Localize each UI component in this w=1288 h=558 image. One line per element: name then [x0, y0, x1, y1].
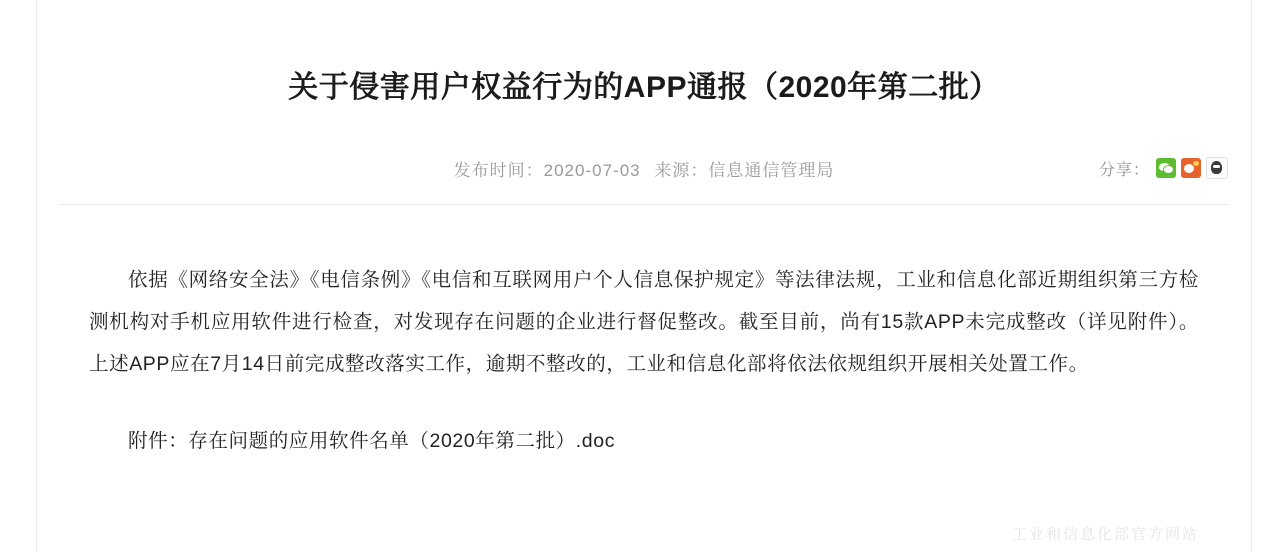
page-gutter-left [0, 0, 37, 558]
share-box [1099, 154, 1233, 182]
publish-time-label: 发布时间： [453, 160, 544, 180]
source-value: 信息通信管理局 [708, 160, 835, 180]
article-meta-text [454, 156, 835, 181]
page-bottom-edge [0, 552, 1288, 558]
page-gutter-right [1251, 0, 1288, 558]
page-title: 关于侵害用户权益行为的APP通报（2020年第二批） [288, 71, 1000, 104]
article-content [37, 0, 1251, 558]
watermark: 工业和信息化部官方网站 [1011, 526, 1199, 543]
attachment-link[interactable]: 附件：存在问题的应用软件名单（2020年第二批）.doc [128, 430, 616, 452]
share-label: 分享： [1098, 161, 1150, 179]
source-label: 来源： [654, 160, 709, 180]
weibo-icon[interactable] [1181, 158, 1201, 178]
wechat-icon[interactable] [1156, 158, 1176, 178]
meta-separator [641, 161, 655, 180]
article-body [37, 205, 1251, 459]
article-paragraph: 依据《网络安全法》《电信条例》《电信和互联网用户个人信息保护规定》等法律法规，工业和信息化部近期组织第三方检测机构对手机应用软件进行检查，对发现存在问题的企业进行督促整改。截至目前，尚有15款APP未完成整改（详见附件）。上述APP应在7月14日前完成整改落实工作，逾期不整改的，工业和信息化部将依法依规组织开展相关处置工作。 [89, 269, 1199, 375]
article-meta-row [37, 154, 1251, 182]
qzone-icon[interactable] [1206, 157, 1228, 179]
publish-time-value: 2020-07-03 [543, 160, 641, 180]
